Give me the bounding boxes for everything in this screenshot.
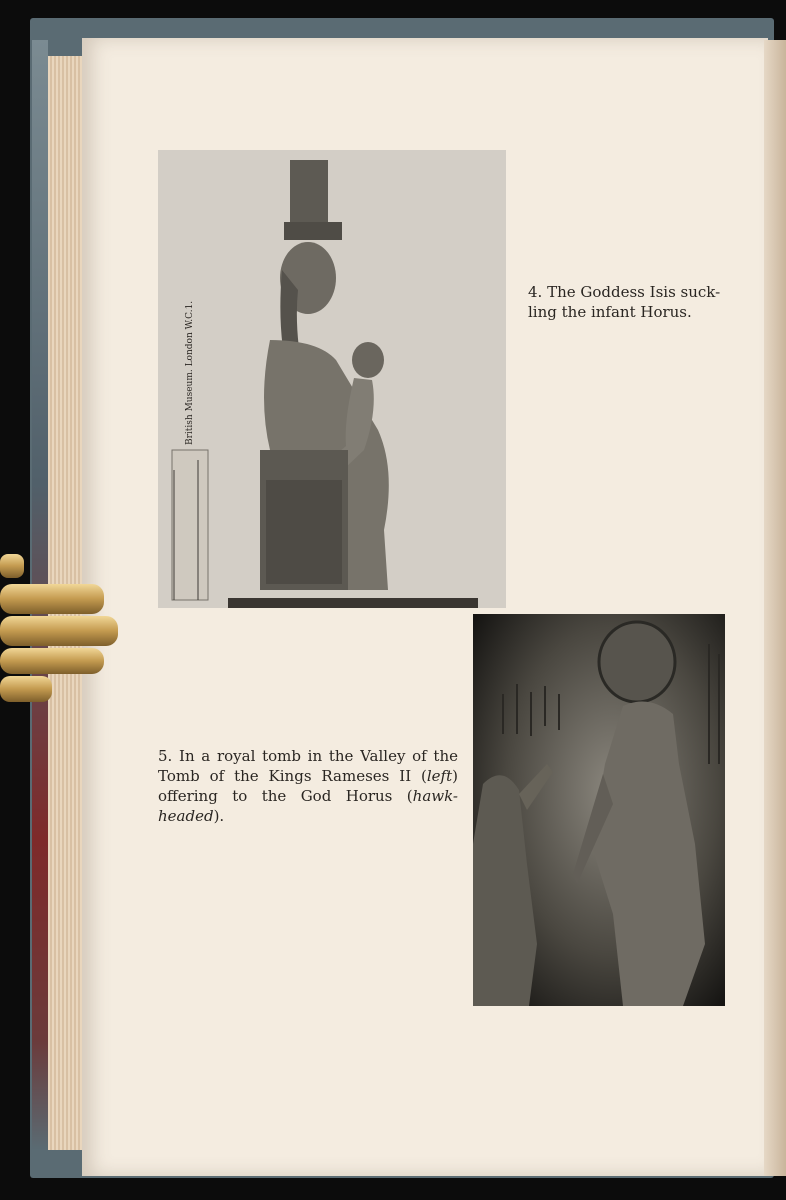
tomb-caption-left: left	[426, 767, 453, 785]
tomb-relief-photo	[473, 614, 725, 1006]
tomb-caption-text-2: ) offering to the God Horus (	[158, 767, 458, 805]
brass-page-clip	[0, 554, 120, 704]
tomb-caption-text-1: 5. In a royal tomb in the Valley of the Tomb of the Kings Rameses II (	[158, 747, 458, 785]
tomb-caption	[158, 746, 458, 826]
tomb-caption-text-3: ).	[213, 807, 225, 825]
page-right-edge	[764, 40, 786, 1176]
isis-caption: 4. The Goddess Isis suck-ling the infant Horus.	[528, 283, 721, 321]
isis-statue-photo	[158, 150, 506, 608]
tomb-caption-hawk: hawk-headed	[158, 787, 458, 825]
scale-label: British Museum. London W.C.1.	[185, 300, 195, 445]
